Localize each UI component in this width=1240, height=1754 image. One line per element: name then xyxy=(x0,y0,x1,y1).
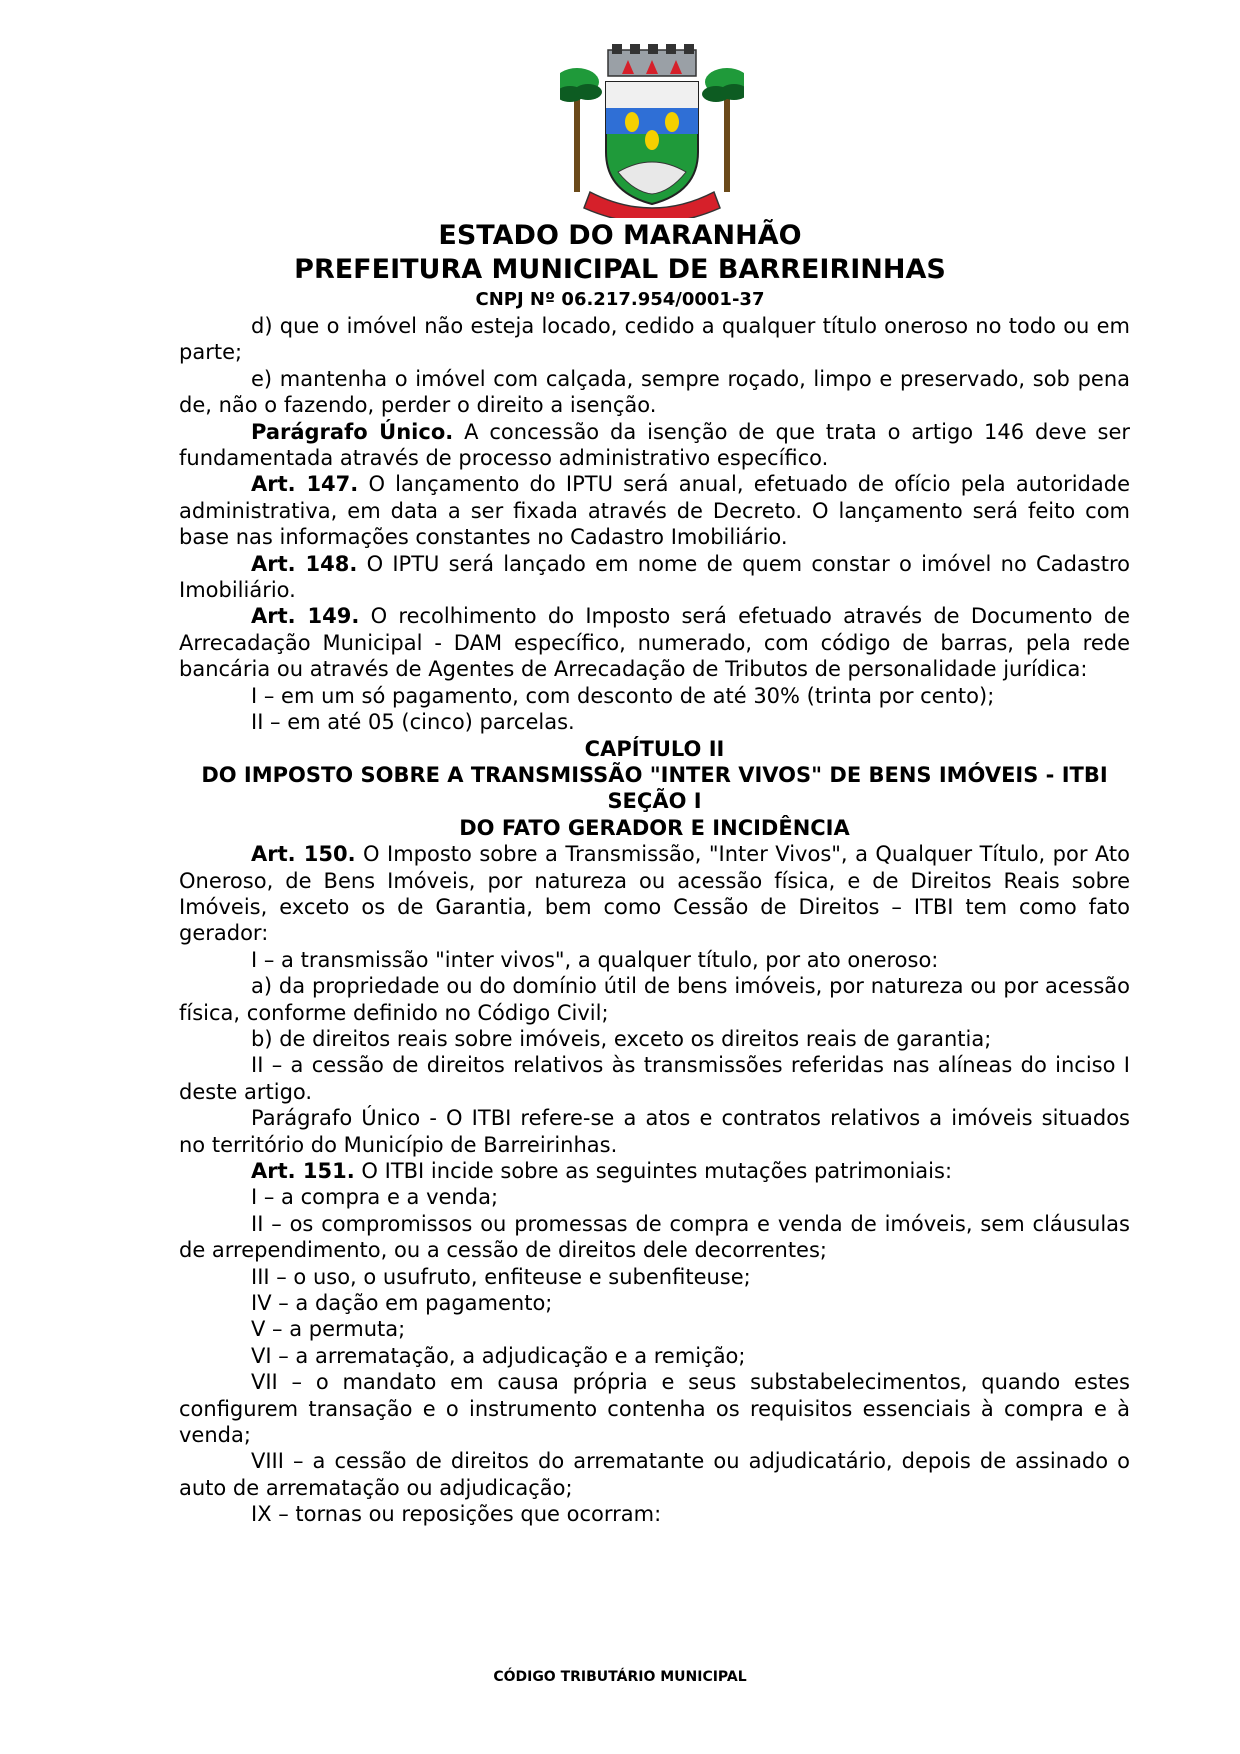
paragraph: Art. 151. O ITBI incide sobre as seguintes mutações patrimoniais: xyxy=(251,1159,953,1183)
paragraph: II – a cessão de direitos relativos às transmissões referidas nas alíneas do inciso I deste artigo. xyxy=(179,1053,1130,1104)
paragraph: Art. 148. O IPTU será lançado em nome de quem constar o imóvel no Cadastro Imobiliário. xyxy=(179,551,1130,603)
municipal-coat-of-arms-icon xyxy=(560,42,744,218)
paragraph: e) mantenha o imóvel com calçada, sempre roçado, limpo e preservado, sob pena de, não o fazendo, perder o direito a isenção. xyxy=(179,366,1130,418)
paragraph: b) de direitos reais sobre imóveis, exceto os direitos reais de garantia; xyxy=(251,1026,992,1051)
municipality-title: PREFEITURA MUNICIPAL DE BARREIRINHAS xyxy=(294,254,946,285)
paragraph: IV – a dação em pagamento; xyxy=(251,1291,553,1316)
paragraph: Art. 150. O Imposto sobre a Transmissão, "Inter Vivos", a Qualquer Título, por Ato Oneroso, de Bens Imóveis, por natureza ou acessão física, e de Direitos Reais sobre Imóveis, exceto os de Garantia, bem como Cessão de Direitos – ITBI tem como fato gerador: xyxy=(179,842,1131,946)
paragraph: I – a compra e a venda; xyxy=(251,1185,499,1210)
paragraph: I – em um só pagamento, com desconto de até 30% (trinta por cento); xyxy=(251,683,995,708)
paragraph: V – a permuta; xyxy=(251,1317,406,1342)
paragraph: I – a transmissão "inter vivos", a qualquer título, por ato oneroso: xyxy=(251,947,939,972)
section-title: SEÇÃO I xyxy=(607,789,702,814)
paragraph: III – o uso, o usufruto, enfiteuse e subenfiteuse; xyxy=(251,1264,751,1289)
paragraph: VI – a arrematação, a adjudicação e a remição; xyxy=(251,1343,746,1368)
state-title: ESTADO DO MARANHÃO xyxy=(438,220,802,251)
chapter-subtitle: DO IMPOSTO SOBRE A TRANSMISSÃO "INTER VIVOS" DE BENS IMÓVEIS - ITBI xyxy=(201,762,1108,787)
paragraph: II – em até 05 (cinco) parcelas. xyxy=(251,710,575,735)
paragraph: Art. 149. O recolhimento do Imposto será efetuado através de Documento de Arrecadação Municipal - DAM específico, numerado, com código de barras, pela rede bancária ou através de Agentes de Arrecadação de Tributos de personalidade jurídica: xyxy=(179,604,1130,682)
paragraph: Parágrafo Único - O ITBI refere-se a atos e contratos relativos a imóveis situados no território do Município de Barreirinhas. xyxy=(179,1106,1130,1157)
paragraph: VII – o mandato em causa própria e seus substabelecimentos, quando estes configurem transação e o instrumento contenha os requisitos essenciais à compra e à venda; xyxy=(179,1370,1130,1448)
paragraph: IX – tornas ou reposições que ocorram: xyxy=(251,1502,662,1527)
document-body xyxy=(179,313,1130,1528)
paragraph: Parágrafo Único. A concessão da isenção de que trata o artigo 146 deve ser fundamentada através de processo administrativo específico. xyxy=(179,419,1130,471)
page-footer: CÓDIGO TRIBUTÁRIO MUNICIPAL xyxy=(493,1669,747,1685)
chapter-title: CAPÍTULO II xyxy=(584,736,725,761)
paragraph: VIII – a cessão de direitos do arrematante ou adjudicatário, depois de assinado o auto de arrematação ou adjudicação; xyxy=(179,1449,1130,1500)
section-subtitle: DO FATO GERADOR E INCIDÊNCIA xyxy=(459,815,850,840)
paragraph: Art. 147. O lançamento do IPTU será anual, efetuado de ofício pela autoridade administrativa, em data a ser fixada através de Decreto. O lançamento será feito com base nas informações constantes no Cadastro Imobiliário. xyxy=(179,472,1131,550)
paragraph: a) da propriedade ou do domínio útil de bens imóveis, por natureza ou por acessão física, conforme definido no Código Civil; xyxy=(179,974,1130,1025)
cnpj-line: CNPJ Nº 06.217.954/0001-37 xyxy=(475,289,765,310)
paragraph: II – os compromissos ou promessas de compra e venda de imóveis, sem cláusulas de arrependimento, ou a cessão de direitos dele decorrentes; xyxy=(179,1211,1130,1263)
paragraph: d) que o imóvel não esteja locado, cedido a qualquer título oneroso no todo ou em parte; xyxy=(179,314,1130,365)
